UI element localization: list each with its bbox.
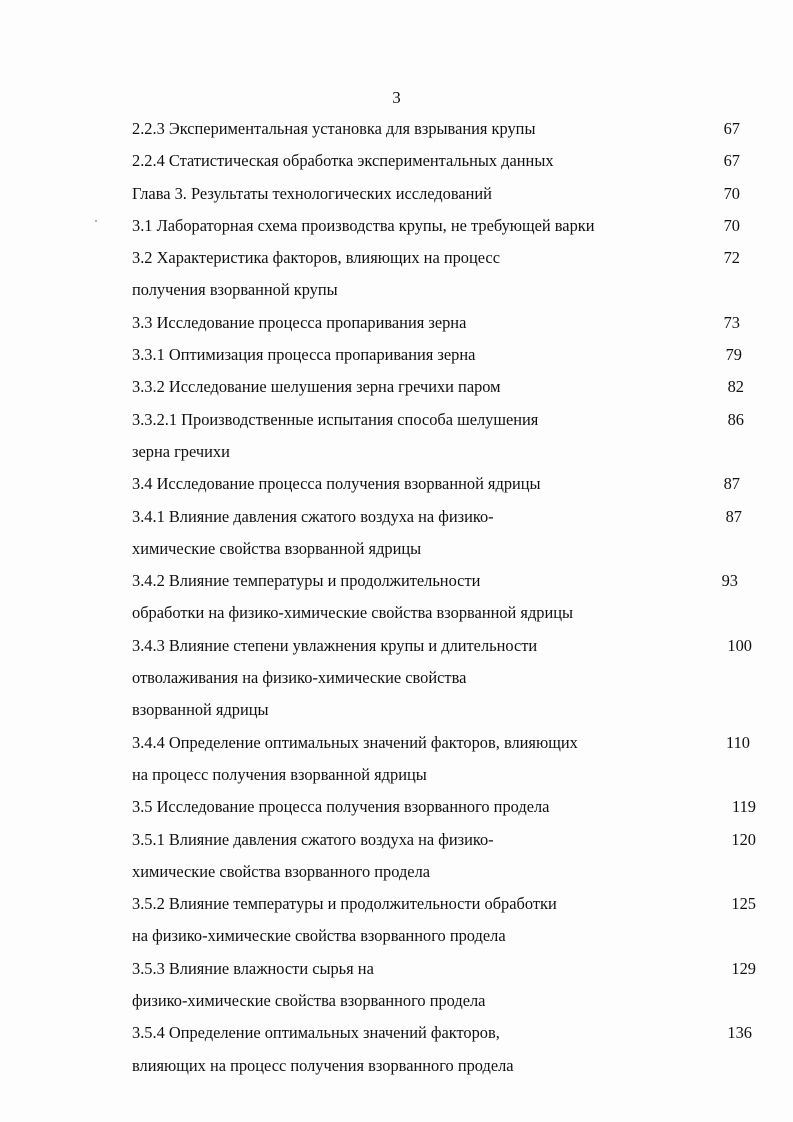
toc-line	[132, 662, 757, 694]
page-number: 3	[392, 88, 401, 107]
toc-line	[132, 759, 757, 791]
toc-entry-text: химические свойства взорванной ядрицы	[132, 538, 422, 558]
toc-entry-text: 2.2.4 Статистическая обработка экспериментальных данных	[132, 151, 554, 171]
toc-entry-text: получения взорванной крупы	[132, 280, 338, 300]
toc-entry-page: 79	[725, 345, 742, 365]
toc-line	[132, 953, 757, 985]
toc-entry-text: 3.4.3 Влияние степени увлажнения крупы и длительности	[132, 635, 538, 655]
toc-line	[132, 824, 757, 856]
toc-line	[132, 210, 757, 242]
toc-line	[132, 404, 757, 436]
toc-line	[132, 178, 757, 210]
toc-entry-text: 3.3.2.1 Производственные испытания способа шелушения	[132, 409, 539, 429]
toc-entry-text: на физико-химические свойства взорванного продела	[132, 926, 506, 946]
toc-line	[132, 791, 757, 823]
toc-line	[132, 1050, 757, 1082]
toc-entry-text: на процесс получения взорванной ядрицы	[132, 764, 427, 784]
toc-entry-page: 93	[721, 571, 738, 591]
toc-entry-page: 73	[723, 312, 740, 332]
toc-line	[132, 727, 757, 759]
toc-line	[132, 145, 757, 177]
toc-entry-text: 3.4.2 Влияние температуры и продолжительности	[132, 571, 481, 591]
toc-entry-page: 72	[723, 248, 740, 268]
toc-entry-text: 3.3.1 Оптимизация процесса пропаривания зерна	[132, 345, 476, 365]
toc-entry-text: 3.5.4 Определение оптимальных значений факторов,	[132, 1023, 500, 1043]
toc-entry-page: 67	[723, 119, 740, 138]
toc-entry-text: 3.3 Исследование процесса пропаривания зерна	[132, 312, 467, 332]
toc-entry-page: 86	[727, 409, 744, 429]
toc-entry-text: 3.2 Характеристика факторов, влияющих на процесс	[132, 248, 500, 268]
toc-entry-text: 3.3.2 Исследование шелушения зерна гречихи паром	[132, 377, 501, 397]
toc-entry-page: 87	[723, 474, 740, 494]
toc-line	[132, 307, 757, 339]
toc-line	[132, 920, 757, 952]
toc-entry-page: 120	[731, 829, 756, 849]
toc-entry-page: 82	[727, 377, 744, 397]
toc-line	[132, 694, 757, 726]
toc-line	[132, 501, 757, 533]
toc-entry-page: 70	[723, 183, 740, 203]
toc-entry-text: 3.5.2 Влияние температуры и продолжительности обработки	[132, 894, 557, 914]
toc-line	[132, 597, 757, 629]
toc-entry-text: 3.1 Лабораторная схема производства крупы, не требующей варки	[132, 215, 595, 235]
table-of-contents	[132, 113, 757, 1082]
toc-line	[132, 113, 757, 145]
toc-entry-text: отволаживания на физико-химические свойства	[132, 668, 467, 688]
toc-line	[132, 371, 757, 403]
toc-entry-page: 119	[732, 797, 756, 817]
toc-entry-text: взорванной ядрицы	[132, 700, 269, 720]
toc-entry-text: физико-химические свойства взорванного продела	[132, 991, 486, 1011]
toc-entry-page: 125	[731, 894, 756, 914]
toc-line	[132, 856, 757, 888]
toc-line	[132, 468, 757, 500]
toc-entry-text: 3.4.1 Влияние давления сжатого воздуха на физико-	[132, 506, 494, 526]
toc-line	[132, 565, 757, 597]
toc-entry-text: 3.4.4 Определение оптимальных значений факторов, влияющих	[132, 732, 578, 752]
toc-entry-text: химические свойства взорванного продела	[132, 861, 431, 881]
toc-entry-text: 3.5.3 Влияние влажности сырья на	[132, 958, 374, 978]
toc-entry-page: 129	[731, 958, 756, 978]
toc-entry-text: Глава 3. Результаты технологических исследований	[132, 183, 492, 203]
toc-entry-text: 2.2.3 Экспериментальная установка для взрывания крупы	[132, 119, 536, 138]
toc-line	[132, 242, 757, 274]
toc-entry-text: 3.4 Исследование процесса получения взорванной ядрицы	[132, 474, 541, 494]
toc-entry-text: 3.5 Исследование процесса получения взорванного продела	[132, 797, 550, 817]
toc-entry-text: обработки на физико-химические свойства взорванной ядрицы	[132, 603, 574, 623]
toc-entry-page: 136	[727, 1023, 752, 1043]
toc-entry-text: 3.5.1 Влияние давления сжатого воздуха на физико-	[132, 829, 494, 849]
scan-speck	[95, 220, 97, 222]
toc-line	[132, 888, 757, 920]
toc-line	[132, 339, 757, 371]
toc-line	[132, 274, 757, 306]
toc-entry-page: 110	[726, 732, 750, 752]
toc-entry-text: влияющих на процесс получения взорванного продела	[132, 1055, 514, 1075]
toc-entry-page: 87	[725, 506, 742, 526]
toc-line	[132, 1017, 757, 1049]
toc-entry-page: 67	[723, 151, 740, 171]
toc-line	[132, 436, 757, 468]
toc-line	[132, 533, 757, 565]
toc-entry-text: зерна гречихи	[132, 441, 230, 461]
toc-line	[132, 630, 757, 662]
toc-entry-page: 100	[727, 635, 752, 655]
toc-line	[132, 985, 757, 1017]
toc-entry-page: 70	[723, 215, 740, 235]
